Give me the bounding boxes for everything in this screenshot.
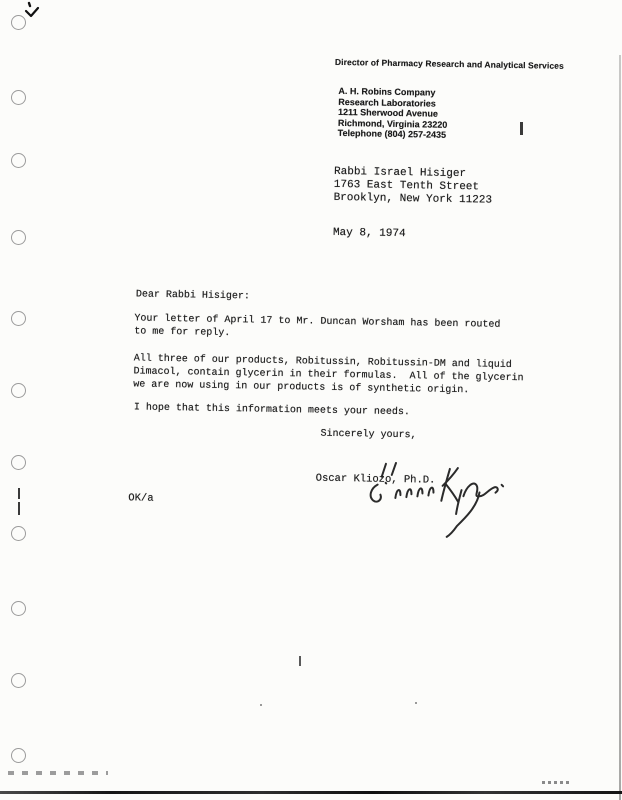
scan-edge-line <box>619 55 621 800</box>
letterhead-director-line: Director of Pharmacy Research and Analytical Services <box>334 56 564 71</box>
body-paragraph-2: All three of our products, Robitussin, Robitussin-DM and liquid Dimacol, contain glycerin in their formulas. All of the glycerin we are now using in our products is of synthetic origin. <box>133 353 524 397</box>
reference-initials: OK/a <box>128 492 154 505</box>
salutation: Dear Rabbi Hisiger: <box>135 289 250 303</box>
complimentary-closing: Sincerely yours, <box>320 428 417 442</box>
recipient-address-block <box>333 166 492 207</box>
letterhead-company: A. H. Robins Company <box>338 85 436 98</box>
recipient-city: Brooklyn, New York 11223 <box>333 191 493 207</box>
body-paragraph-1: Your letter of April 17 to Mr. Duncan Worsham has been routed to me for reply. <box>134 313 501 340</box>
letterhead-street: 1211 Sherwood Avenue <box>338 107 439 119</box>
body-paragraph-3: I hope that this information meets your needs. <box>133 402 411 419</box>
letter-date: May 8, 1974 <box>332 226 406 241</box>
recipient-name: Rabbi Israel Hisiger <box>333 165 467 181</box>
letterhead-telephone: Telephone (804) 257-2435 <box>337 128 447 141</box>
letterhead-address-block <box>338 86 448 141</box>
letterhead-city: Richmond, Virginia 23220 <box>337 117 448 130</box>
letterhead-department: Research Laboratories <box>338 96 436 109</box>
recipient-street: 1763 East Tenth Street <box>333 178 480 194</box>
signer-typed-name: Oscar Kliozo, Ph.D. <box>315 472 436 487</box>
